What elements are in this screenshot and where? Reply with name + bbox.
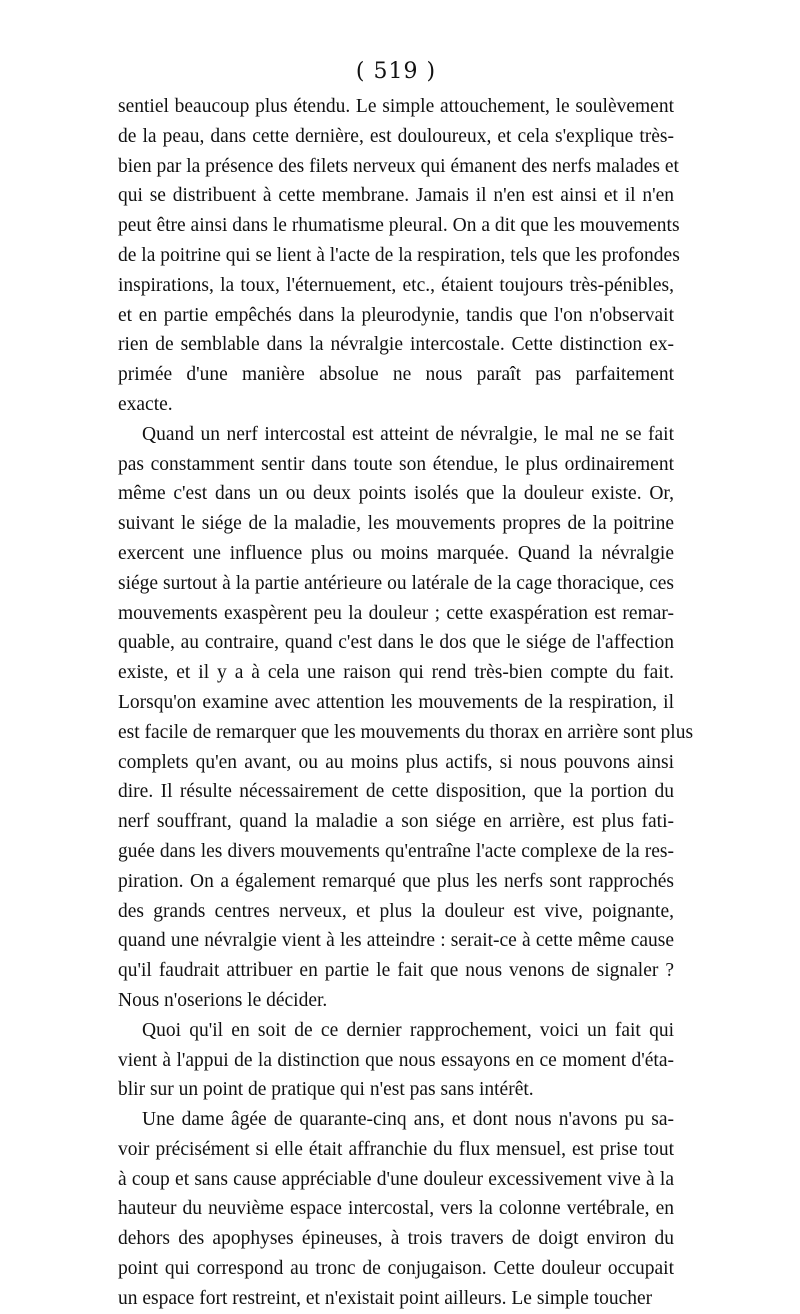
text-line: inspirations, la toux, l'éternuement, etc., étaient toujours très-pénibles, <box>118 274 674 296</box>
text-line: blir sur un point de pratique qui n'est pas sans intérêt. <box>118 1079 534 1101</box>
text-line: Lorsqu'on examine avec attention les mouvements de la respiration, il <box>118 691 674 713</box>
text-line: des grands centres nerveux, et plus la douleur est vive, poignante, <box>118 900 674 922</box>
text-line: dire. Il résulte nécessairement de cette disposition, que la portion du <box>118 781 674 803</box>
page-number: ( 519 ) <box>355 59 437 84</box>
text-line: et en partie empêchés dans la pleurodynie, tandis que l'on n'observait <box>118 304 674 326</box>
text-line: rien de semblable dans la névralgie intercostale. Cette distinction ex- <box>118 334 674 356</box>
paragraph <box>118 1016 674 1105</box>
text-line: qu'il faudrait attribuer en partie le fait que nous venons de signaler ? <box>118 960 674 982</box>
text-line: point qui correspond au tronc de conjugaison. Cette douleur occupait <box>118 1258 674 1280</box>
text-line: nerf souffrant, quand la maladie a son siége en arrière, est plus fati- <box>118 811 674 833</box>
text-line: Quoi qu'il en soit de ce dernier rapprochement, voici un fait qui <box>142 1019 674 1041</box>
text-line: guée dans les divers mouvements qu'entraîne l'acte complexe de la res- <box>118 840 674 862</box>
text-line: vient à l'appui de la distinction que nous essayons en ce moment d'éta- <box>118 1049 674 1071</box>
text-line: piration. On a également remarqué que plus les nerfs sont rapprochés <box>118 870 674 892</box>
text-line: primée d'une manière absolue ne nous paraît pas parfaitement <box>118 364 674 386</box>
text-line: Une dame âgée de quarante-cinq ans, et dont nous n'avons pu sa- <box>142 1109 674 1131</box>
text-line: à coup et sans cause appréciable d'une douleur excessivement vive à la <box>118 1168 674 1190</box>
text-line: dehors des apophyses épineuses, à trois travers de doigt environ du <box>118 1228 674 1250</box>
text-line: exercent une influence plus ou moins marquée. Quand la névralgie <box>118 542 674 564</box>
text-line: même c'est dans un ou deux points isolés que la douleur existe. Or, <box>118 483 674 505</box>
text-line: Nous n'oserions le décider. <box>118 989 328 1011</box>
text-line: complets qu'en avant, ou au moins plus actifs, si nous pouvons ainsi <box>118 751 674 773</box>
text-line: siége surtout à la partie antérieure ou latérale de la cage thoracique, ces <box>118 572 674 594</box>
text-line: pas constamment sentir dans toute son étendue, le plus ordinairement <box>118 453 674 475</box>
text-line: un espace fort restreint, et n'existait point ailleurs. Le simple toucher <box>118 1287 653 1309</box>
text-line: Quand un nerf intercostal est atteint de névralgie, le mal ne se fait <box>142 423 674 445</box>
text-line: existe, et il y a à cela une raison qui rend très-bien compte du fait. <box>118 662 674 684</box>
text-line: hauteur du neuvième espace intercostal, vers la colonne vertébrale, en <box>118 1198 674 1220</box>
text-line: est facile de remarquer que les mouvements du thorax en arrière sont plus <box>118 721 694 743</box>
text-line: qui se distribuent à cette membrane. Jamais il n'en est ainsi et il n'en <box>118 185 674 207</box>
text-line: mouvements exaspèrent peu la douleur ; cette exaspération est remar- <box>118 602 674 624</box>
text-line: exacte. <box>118 393 173 415</box>
document-page <box>118 58 694 1314</box>
text-line: bien par la présence des filets nerveux qui émanent des nerfs malades et <box>118 155 679 177</box>
text-line: sentiel beaucoup plus étendu. Le simple attouchement, le soulèvement <box>118 96 674 117</box>
body-text <box>118 92 694 1314</box>
paragraph <box>118 1105 674 1314</box>
text-line: quand une névralgie vient à les atteindre : serait-ce à cette même cause <box>118 930 674 952</box>
text-line: suivant le siége de la maladie, les mouvements propres de la poitrine <box>118 513 674 535</box>
text-line: de la peau, dans cette dernière, est douloureux, et cela s'explique très- <box>118 125 674 147</box>
paragraph <box>118 92 680 420</box>
text-line: voir précisément si elle était affranchie du flux mensuel, est prise tout <box>118 1138 674 1160</box>
paragraph <box>118 420 694 1016</box>
text-line: quable, au contraire, quand c'est dans le dos que le siége de l'affection <box>118 632 674 654</box>
text-line: de la poitrine qui se lient à l'acte de la respiration, tels que les profondes <box>118 244 680 266</box>
text-line: peut être ainsi dans le rhumatisme pleural. On a dit que les mouvements <box>118 215 680 237</box>
